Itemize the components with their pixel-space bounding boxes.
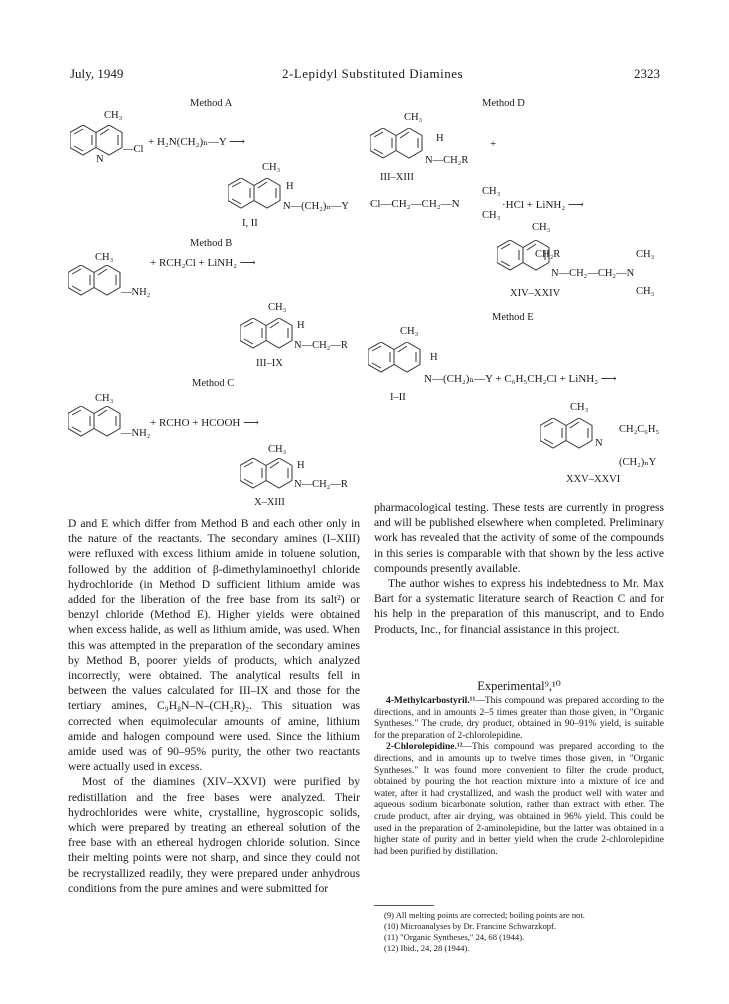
footnote: (12) Ibid., 24, 28 (1944). xyxy=(384,943,470,953)
method-a-product-h: H xyxy=(286,181,294,192)
method-c-product-ch3: CH₃ xyxy=(268,444,287,455)
method-d-reactant-h: H xyxy=(436,133,444,144)
footnote-divider xyxy=(374,905,434,906)
quinoline-ring-d xyxy=(370,128,426,162)
method-d-product-label: XIV–XXIV xyxy=(510,288,561,299)
compound-name: 4-Methylcarbostyril.¹¹ xyxy=(386,696,476,706)
body-paragraph: D and E which differ from Method B and each other only in the nature of the reactants. The secondary amines (I–XIII) were refluxed with excess lithium amide in toluene solution, followed by the addition of β-dimethylaminoethyl chloride hydrochloride (in Method D sufficient lithium amide was added for the liberation of the free base from its salt²) or benzyl chloride (Method E). Higher yields were obtained when excess halide, as well as lithium amide, was used. When this was attempted in the preparation of the secondary amines by Method B, poorer yields of products, which analyzed incorrectly, were obtained. The analytical results fell in between the values calculated for III–IX and those for the tertiary amines, C₉H₈N–N–(CH₂R)₂. This situation was corrected when equimolecular amounts of amine, lithium amide and halogen compound were used. Since the lithium amide used was of 90–95% purity, the other two reactants were actually used in excess. xyxy=(68,517,360,774)
body-paragraph: The author wishes to express his indebtedness to Mr. Max Bart for a systematic literature search of Reaction C and for his help in the preparation of this manuscript, and to Endo Products, Inc., for financial assistance in this project. xyxy=(374,577,664,636)
method-b-reagents: + RCH₂Cl + LiNH₂ ⟶ xyxy=(150,257,256,269)
quinoline-ring-b-product xyxy=(240,318,296,352)
method-d-product-ch3: CH₃ xyxy=(532,222,551,233)
method-e-ch3: CH₃ xyxy=(400,326,419,337)
method-d-reagent: Cl—CH₂—CH₂—N xyxy=(370,198,460,210)
body-paragraph: Most of the diamines (XIV–XXVI) were purified by redistillation and the free bases were analyzed. Their hydrochlorides were white, crystalline, hygroscopic solids, which were prepared by treating an ethereal solution of the free base with an ethereal hydrogen chloride solution. Since their melting points were not sharp, and since they could not be recrystallized readily, they were prepared under anhydrous conditions from the pure amines and were submitted for xyxy=(68,775,360,895)
method-e-product-n: N xyxy=(595,438,603,449)
method-b-label: Method B xyxy=(190,238,233,249)
method-a-product-chain: N—(CH₂)ₙ—Y xyxy=(283,201,349,212)
method-d-reagent-top-ch3: CH₃ xyxy=(482,186,501,197)
method-c-label: Method C xyxy=(192,378,235,389)
method-c-product-label: X–XIII xyxy=(254,497,285,508)
experimental-heading: Experimental⁹,¹⁰ xyxy=(477,679,561,693)
method-e-reactant-h: H xyxy=(430,352,438,363)
method-a-cl: —Cl xyxy=(123,144,144,155)
right-column xyxy=(374,500,664,637)
method-d-reagent-right: ·HCl + LiNH₂ ⟶ xyxy=(502,199,584,211)
quinoline-ring-e xyxy=(368,342,424,376)
quinoline-ring-d-product xyxy=(497,240,553,274)
method-c-nh2: —NH₂ xyxy=(121,428,151,439)
method-b-product-label: III–IX xyxy=(256,358,283,369)
method-e-reactant: N—(CH₂)ₙ—Y + C₆H₅CH₂Cl + LiNH₂ ⟶ xyxy=(424,373,617,385)
method-b-product-h: H xyxy=(297,320,305,331)
quinoline-ring-e-product xyxy=(540,418,596,452)
quinoline-ring-a-product xyxy=(228,178,284,212)
page-number: 2323 xyxy=(634,66,660,81)
header-date: July, 1949 xyxy=(70,66,124,81)
procedure-text: —This compound was prepared according to the directions, and in amounts 2–5 times greater than those given, in "Organic Syntheses." The crude, dry product, obtained in 90–91% yield, is suitable for the preparation of 2-chlorolepidine. xyxy=(374,696,664,741)
method-d-product-ch2r: CH₂R xyxy=(535,249,561,260)
method-e-product-ch3: CH₃ xyxy=(570,402,589,413)
method-e-product-top: CH₂C₆H₅ xyxy=(619,424,660,435)
procedure-text: —This compound was prepared according to the directions, and in amounts up to twelve times those given, in "Organic Syntheses." It was found more convenient to filter the crude product, obtained by pouring the hot reaction mixture into a mixture of ice and water, after it had crystallized, and wash the product well with water and aqueous sodium bicarbonate solution, rather than extract with ether. The crude product, after air drying, was obtained in 96% yield. This could be used in the preparation of 2-aminolepidine, but the latter was obtained in a higher state of purity and in better yield when the crude 2-chlorolepidine had been purified by distillation. xyxy=(374,742,664,857)
method-a-label: Method A xyxy=(190,98,233,109)
experimental-paragraph xyxy=(374,696,664,742)
method-a-product-ch3: CH₃ xyxy=(262,162,281,173)
method-c-product-chain: N—CH₂—R xyxy=(294,479,348,490)
quinoline-ring-b xyxy=(68,265,124,299)
quinoline-ring-c-product xyxy=(240,458,296,492)
footnote: (11) "Organic Syntheses," 24, 68 (1944). xyxy=(384,932,525,942)
experimental-section xyxy=(374,696,664,858)
method-a-product-label: I, II xyxy=(242,218,258,229)
method-a-reagents: + H₂N(CH₂)ₙ—Y ⟶ xyxy=(148,136,245,148)
body-paragraph: pharmacological testing. These tests are currently in progress and will be published elsewhere when completed. Preliminary work has revealed that the activity of some of the compounds in this series is comparable with that shown by the less active compounds presently available. xyxy=(374,501,664,575)
method-e-reactant-label: I–II xyxy=(390,392,406,403)
footnote: (9) All melting points are corrected; boiling points are not. xyxy=(384,910,585,920)
method-e-label: Method E xyxy=(492,312,534,323)
method-a-ch3: CH₃ xyxy=(104,110,123,121)
method-d-reactant-label: III–XIII xyxy=(380,172,414,183)
method-b-nh2: —NH₂ xyxy=(121,287,151,298)
method-c-reagents: + RCHO + HCOOH ⟶ xyxy=(150,417,259,429)
method-d-product-chain: N—CH₂—CH₂—N xyxy=(551,268,635,279)
method-e-product-label: XXV–XXVI xyxy=(566,474,621,485)
method-d-reactant-chain: N—CH₂R xyxy=(425,155,469,166)
method-b-ch3: CH₃ xyxy=(95,252,114,263)
method-b-product-ch3: CH₃ xyxy=(268,302,287,313)
method-d-product-top-ch3: CH₃ xyxy=(636,249,655,260)
method-d-label: Method D xyxy=(482,98,525,109)
method-e-product-bottom: (CH₂)ₙY xyxy=(619,457,657,468)
ring-n-label: N xyxy=(96,154,104,165)
method-d-ch3: CH₃ xyxy=(404,112,423,123)
quinoline-ring-c xyxy=(68,406,124,440)
method-d-reagent-bottom-ch3: CH₃ xyxy=(482,210,501,221)
method-c-ch3: CH₃ xyxy=(95,393,114,404)
left-column xyxy=(68,516,360,896)
method-c-product-h: H xyxy=(297,460,305,471)
experimental-paragraph xyxy=(374,742,664,858)
header-title: 2-Lepidyl Substituted Diamines xyxy=(282,66,464,81)
footnotes xyxy=(384,910,585,954)
compound-name: 2-Chlorolepidine.¹² xyxy=(386,742,463,753)
method-d-product-bottom-ch3: CH₃ xyxy=(636,286,655,297)
method-b-product-chain: N—CH₂—R xyxy=(294,340,348,351)
method-d-plus: + xyxy=(490,138,497,150)
footnote: (10) Microanalyses by Dr. Francine Schwarzkopf. xyxy=(384,921,557,931)
